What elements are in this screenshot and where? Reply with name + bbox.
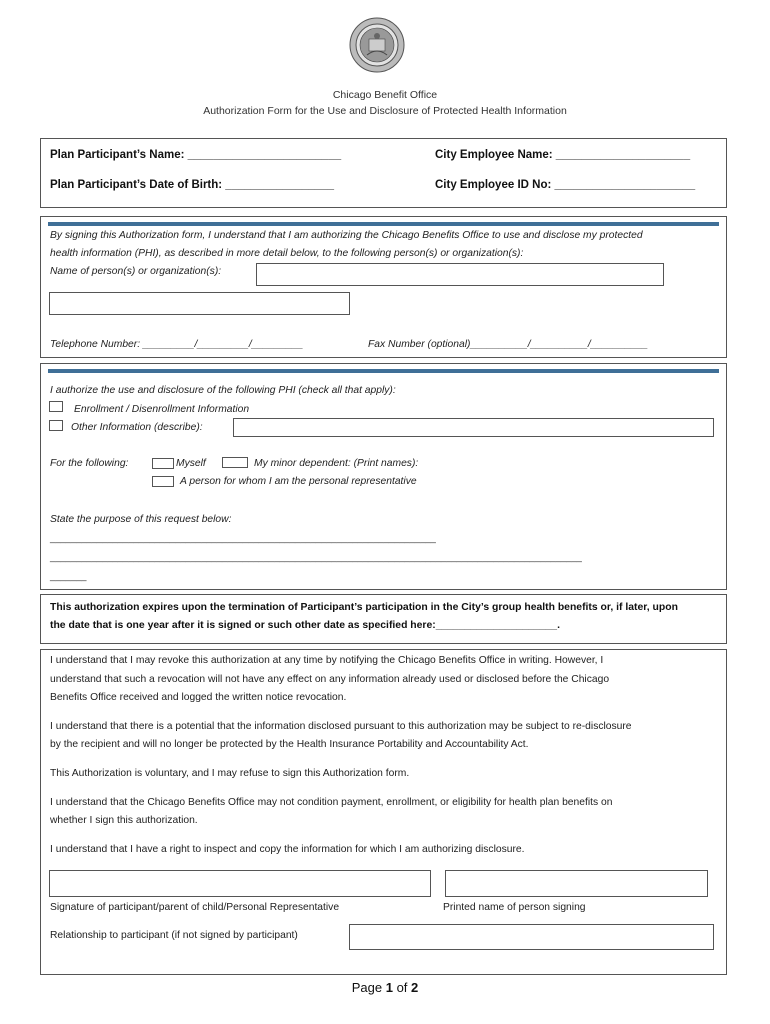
other-info-field[interactable]	[233, 418, 714, 437]
fax-label: Fax Number (optional)__________/__________/__________	[368, 339, 648, 350]
minor-dependent-checkbox[interactable]	[222, 457, 248, 468]
purpose-label: State the purpose of this request below:	[50, 514, 232, 525]
recipient-name-field-2[interactable]	[49, 292, 350, 315]
relationship-label: Relationship to participant (if not signed by participant)	[50, 930, 298, 941]
myself-label: Myself	[176, 458, 206, 469]
inspect-paragraph: I understand that I have a right to inspect and copy the information for which I am authorizing disclosure.	[50, 844, 525, 855]
for-following-label: For the following:	[50, 458, 129, 469]
authorization-intro-line2: health information (PHI), as described in more detail below, to the following person(s) or organization(s):	[50, 248, 524, 259]
representative-checkbox[interactable]	[152, 476, 174, 487]
expiration-line2: the date that is one year after it is signed or such other date as specified here:_____________________.	[50, 620, 560, 631]
myself-checkbox[interactable]	[152, 458, 174, 469]
redisclosure-paragraph-line2: by the recipient and will no longer be protected by the Health Insurance Portability and Accountability Act.	[50, 739, 529, 750]
relationship-field[interactable]	[349, 924, 714, 950]
condition-paragraph-line1: I understand that the Chicago Benefits Office may not condition payment, enrollment, or eligibility for health plan benefits on	[50, 797, 613, 808]
enrollment-label: Enrollment / Disenrollment Information	[74, 404, 250, 415]
enrollment-checkbox[interactable]	[49, 401, 63, 412]
other-info-checkbox[interactable]	[49, 420, 63, 431]
revoke-paragraph-line3: Benefits Office received and logged the written notice revocation.	[50, 692, 347, 703]
participant-name-label: Plan Participant’s Name: ________________________	[50, 149, 342, 161]
purpose-line-3: _______	[50, 570, 87, 581]
form-title: Authorization Form for the Use and Disclosure of Protected Health Information	[203, 105, 567, 117]
recipient-label: Name of person(s) or organization(s):	[50, 266, 222, 277]
printed-name-field[interactable]	[445, 870, 708, 897]
employee-name-label: City Employee Name: _____________________	[435, 149, 691, 161]
voluntary-paragraph: This Authorization is voluntary, and I may refuse to sign this Authorization form.	[50, 768, 410, 779]
purpose-line-1: __________________________________________________________________________	[50, 532, 436, 543]
other-info-label: Other Information (describe):	[71, 422, 203, 433]
section-divider-bar	[48, 369, 719, 373]
revoke-paragraph-line1: I understand that I may revoke this authorization at any time by notifying the Chicago Benefits Office in writing. However, I	[50, 655, 604, 666]
purpose-line-2: ______________________________________________________________________________________________________	[50, 551, 582, 562]
section-divider-bar	[48, 222, 719, 226]
condition-paragraph-line2: whether I sign this authorization.	[50, 815, 198, 826]
printed-name-label: Printed name of person signing	[443, 902, 586, 913]
page-total: 2	[411, 980, 419, 995]
redisclosure-paragraph-line1: I understand that there is a potential that the information disclosed pursuant to this authorization may be subject to re-disclosure	[50, 721, 632, 732]
page-current: 1	[385, 980, 393, 995]
minor-dependent-label: My minor dependent: (Print names):	[254, 458, 419, 469]
participant-dob-label: Plan Participant’s Date of Birth: _________________	[50, 179, 335, 191]
recipient-name-field-1[interactable]	[256, 263, 664, 286]
office-name: Chicago Benefit Office	[332, 89, 438, 101]
revoke-paragraph-line2: understand that such a revocation will not have any effect on any information already used or disclosed before the Chicago	[50, 674, 610, 685]
page-number	[0, 980, 770, 995]
representative-label: A person for whom I am the personal representative	[180, 476, 417, 487]
authorization-intro-line1: By signing this Authorization form, I understand that I am authorizing the Chicago Benefits Office to use and disclose my protected	[50, 230, 643, 241]
expiration-line1: This authorization expires upon the termination of Participant’s participation in the City’s group health benefits or, if later, upon	[50, 602, 678, 613]
page-of: of	[392, 980, 412, 995]
city-seal-icon	[349, 17, 405, 73]
signature-label: Signature of participant/parent of child/Personal Representative	[50, 902, 340, 913]
signature-field[interactable]	[49, 870, 431, 897]
phi-intro: I authorize the use and disclosure of the following PHI (check all that apply):	[50, 385, 396, 396]
employee-id-label: City Employee ID No: ______________________	[435, 179, 696, 191]
page-prefix: Page	[351, 980, 386, 995]
telephone-label: Telephone Number: _________/_________/_________	[50, 339, 304, 350]
